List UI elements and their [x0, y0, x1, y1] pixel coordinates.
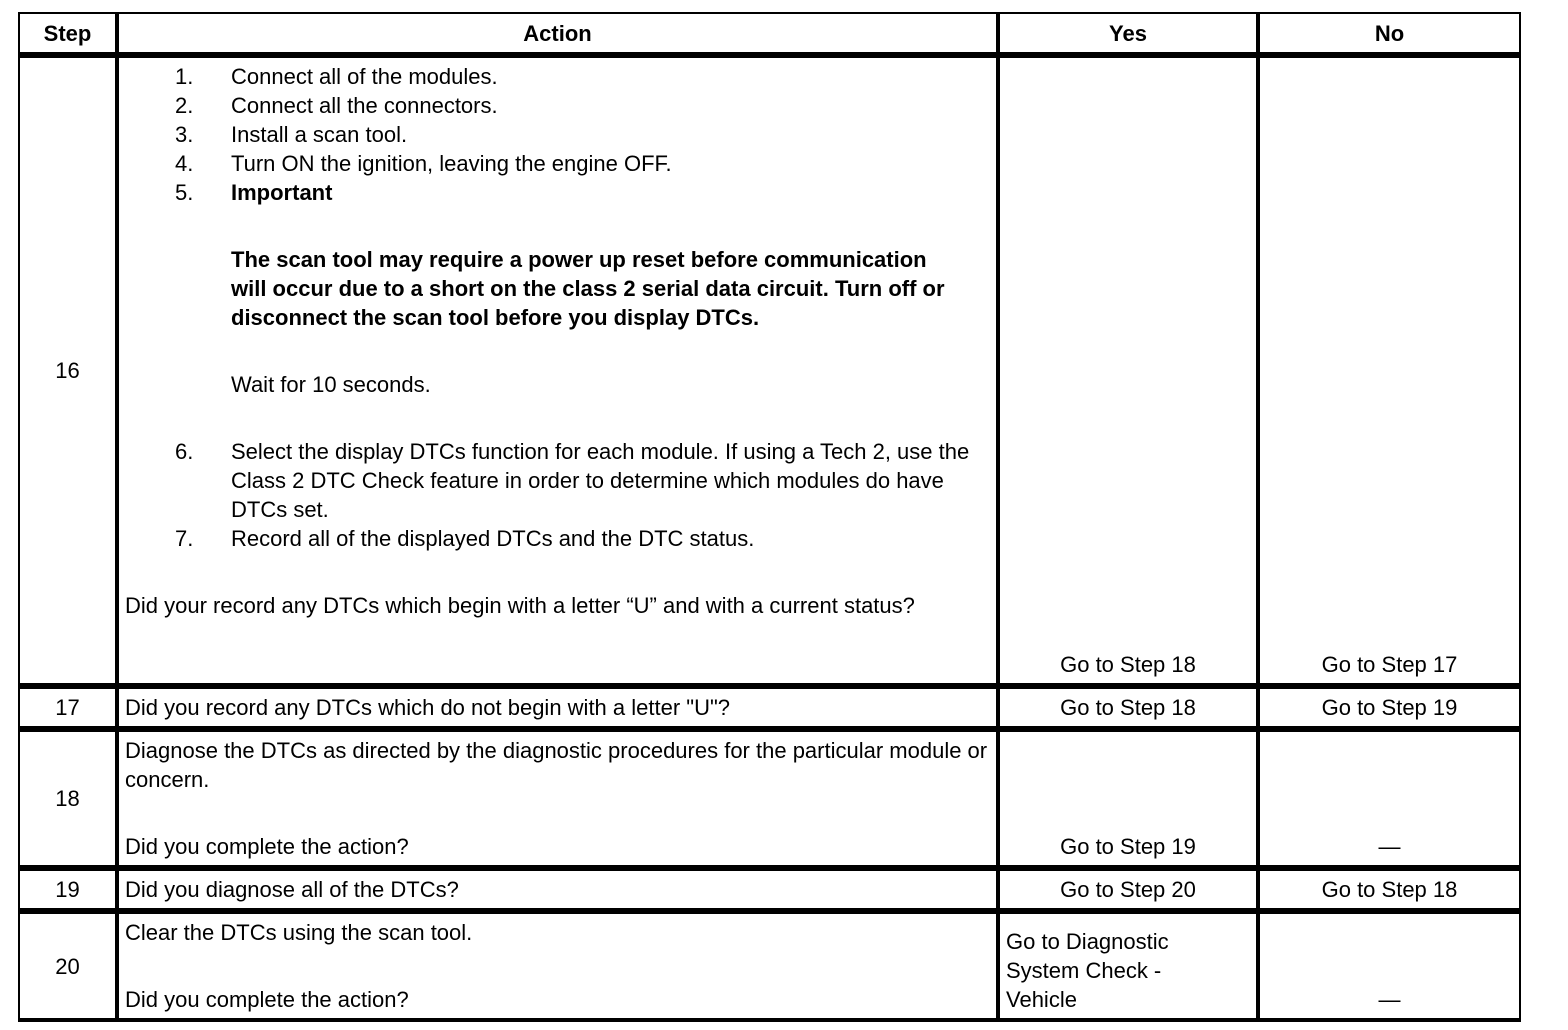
- table-row: [18, 56, 1521, 687]
- yes-cell: Go to Diagnostic System Check - Vehicle: [998, 912, 1258, 1022]
- yes-cell: Go to Step 18: [998, 56, 1258, 687]
- step-item-number: 3.: [175, 122, 194, 147]
- action-text: Clear the DTCs using the scan tool.: [125, 920, 473, 945]
- step-item-text: Turn ON the ignition, leaving the engine OFF.: [231, 151, 672, 176]
- action-text: Diagnose the DTCs as directed by the diagnostic procedures for the particular module or concern.: [125, 738, 988, 792]
- yes-cell: Go to Step 19: [998, 730, 1258, 869]
- list-item: [175, 437, 990, 524]
- diagnostic-table: [18, 12, 1521, 1022]
- question-text: Did you record any DTCs which do not begin with a letter "U"?: [125, 695, 731, 720]
- step-item-number: 7.: [175, 526, 194, 551]
- step-number: 18: [18, 730, 117, 869]
- action-cell: [117, 687, 998, 730]
- wait-text: Wait for 10 seconds.: [231, 372, 431, 397]
- action-cell: [117, 912, 998, 1022]
- action-cell: [117, 730, 998, 869]
- step-item-text: Connect all of the modules.: [231, 64, 498, 89]
- step-number: 19: [18, 869, 117, 912]
- list-item: [175, 149, 990, 178]
- question-text: Did your record any DTCs which begin with a letter “U” and with a current status?: [125, 593, 915, 618]
- table-row: [18, 687, 1521, 730]
- step-item-number: 2.: [175, 93, 194, 118]
- header-no: No: [1258, 12, 1521, 56]
- action-cell: [117, 56, 998, 687]
- step-number: 16: [18, 56, 117, 687]
- step-item-number: 6.: [175, 439, 194, 464]
- yes-cell: Go to Step 18: [998, 687, 1258, 730]
- question-text: Did you complete the action?: [125, 834, 409, 859]
- header-action: Action: [117, 12, 998, 56]
- header-row: [18, 12, 1521, 56]
- action-cell: [117, 869, 998, 912]
- question-text: Did you complete the action?: [125, 987, 409, 1012]
- step-item-text: Install a scan tool.: [231, 122, 408, 147]
- step-number: 20: [18, 912, 117, 1022]
- no-cell: —: [1258, 730, 1521, 869]
- step-item-text: Select the display DTCs function for each module. If using a Tech 2, use the Class 2 DTC Check feature in order to determine which modules do have DTCs set.: [231, 439, 970, 522]
- step-item-number: 1.: [175, 64, 194, 89]
- list-item: [175, 62, 990, 91]
- list-item: [175, 91, 990, 120]
- header-step: Step: [18, 12, 117, 56]
- list-item: [175, 178, 990, 207]
- yes-cell: Go to Step 20: [998, 869, 1258, 912]
- list-item: [175, 120, 990, 149]
- no-cell: Go to Step 17: [1258, 56, 1521, 687]
- no-cell: —: [1258, 912, 1521, 1022]
- step-item-number: 4.: [175, 151, 194, 176]
- important-note: The scan tool may require a power up reset before communication will occur due to a short on the class 2 serial data circuit. Turn off or disconnect the scan tool before you display DTCs.: [231, 247, 945, 330]
- step-number: 17: [18, 687, 117, 730]
- step-item-number: 5.: [175, 180, 194, 205]
- table-row: [18, 730, 1521, 869]
- no-cell: Go to Step 18: [1258, 869, 1521, 912]
- table-row: [18, 869, 1521, 912]
- list-item: [175, 524, 990, 553]
- table-row: [18, 912, 1521, 1022]
- important-label: Important: [231, 180, 333, 205]
- no-cell: Go to Step 19: [1258, 687, 1521, 730]
- step-item-text: Connect all the connectors.: [231, 93, 498, 118]
- step-item-text: Record all of the displayed DTCs and the DTC status.: [231, 526, 755, 551]
- question-text: Did you diagnose all of the DTCs?: [125, 877, 459, 902]
- header-yes: Yes: [998, 12, 1258, 56]
